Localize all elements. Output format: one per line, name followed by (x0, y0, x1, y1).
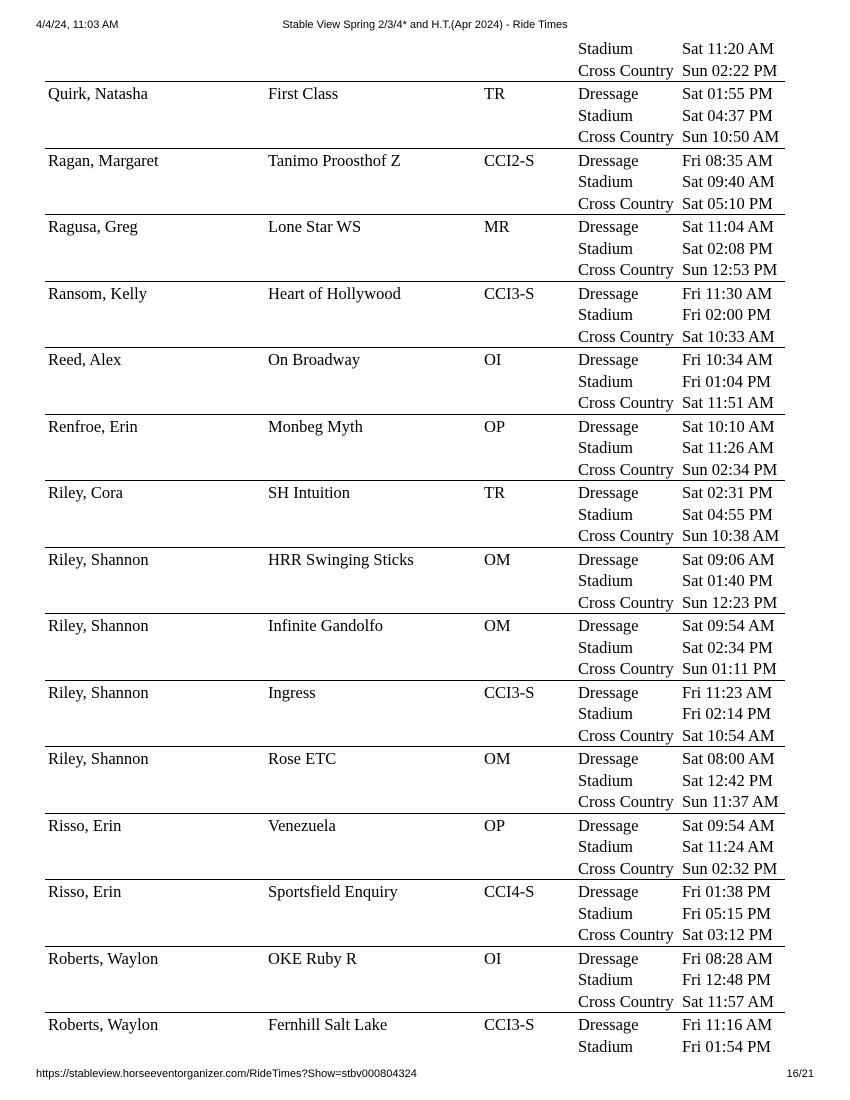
phase-label: Dressage (578, 882, 639, 901)
phase-label: Stadium (578, 504, 634, 524)
horse-name: Lone Star WS (268, 217, 362, 236)
phase-label: Cross Country (578, 659, 674, 679)
phase-label: Stadium (578, 1036, 634, 1056)
phase-label: Cross Country (578, 925, 674, 945)
time-list (682, 549, 777, 614)
time-list (682, 682, 775, 747)
time-list (682, 38, 777, 81)
ride-time: Sat 09:06 AM (682, 549, 775, 569)
time-list (682, 881, 773, 946)
ride-time: Sat 04:55 PM (682, 504, 773, 524)
horse-name: Fernhill Salt Lake (268, 1015, 388, 1034)
phase-label: Cross Country (578, 459, 674, 479)
phase-label: Cross Country (578, 393, 674, 413)
horse-name: Sportsfield Enquiry (268, 882, 398, 901)
phase-label: Dressage (578, 616, 639, 635)
time-list (682, 948, 774, 1013)
division-code: OM (484, 616, 511, 635)
ride-times-table (45, 37, 785, 1079)
division-code: CCI3-S (484, 283, 535, 303)
rider-name: Ragan, Margaret (48, 150, 159, 170)
ride-time: Sat 01:55 PM (682, 84, 773, 103)
ride-time: Sun 12:23 PM (682, 592, 778, 612)
ride-time: Sun 10:50 AM (682, 127, 780, 147)
ride-time: Sun 11:37 AM (682, 792, 779, 812)
phase-list (578, 83, 674, 148)
division-code: CCI4-S (484, 882, 535, 901)
phase-label: Dressage (578, 217, 639, 236)
phase-label: Stadium (578, 837, 634, 857)
entry-row (45, 813, 785, 880)
division-code: CCI3-S (484, 682, 535, 702)
ride-time: Sat 11:24 AM (682, 837, 774, 857)
ride-time: Sat 10:10 AM (682, 416, 775, 436)
page-title: Stable View Spring 2/3/4* and H.T.(Apr 2024) - Ride Times (282, 19, 568, 31)
phase-label: Dressage (578, 283, 639, 303)
horse-name: Tanimo Proosthof Z (268, 150, 401, 170)
phase-label: Stadium (578, 105, 634, 125)
ride-time: Fri 08:28 AM (682, 948, 773, 968)
ride-time: Fri 11:23 AM (682, 682, 773, 702)
ride-time: Sat 02:31 PM (682, 483, 773, 502)
ride-time: Fri 01:54 PM (682, 1036, 771, 1056)
phase-label: Dressage (578, 150, 639, 170)
time-list (682, 349, 774, 414)
phase-label: Cross Country (578, 193, 674, 213)
phase-label: Stadium (578, 770, 634, 790)
ride-time: Sat 10:54 AM (682, 725, 775, 745)
time-list (682, 1014, 772, 1057)
time-list (682, 283, 775, 348)
ride-time: Sun 10:38 AM (682, 526, 780, 546)
phase-label: Cross Country (578, 526, 674, 546)
rider-name: Ransom, Kelly (48, 283, 147, 303)
time-list (682, 482, 779, 547)
ride-time: Sat 11:51 AM (682, 393, 774, 413)
ride-time: Fri 08:35 AM (682, 150, 773, 170)
ride-time: Fri 02:14 PM (682, 704, 771, 724)
phase-label: Stadium (578, 571, 634, 591)
ride-time: Sun 02:34 PM (682, 459, 778, 479)
phase-list (578, 283, 674, 348)
time-list (682, 83, 779, 148)
ride-time: Sat 11:04 AM (682, 217, 774, 236)
phase-label: Stadium (578, 39, 634, 58)
print-datetime: 4/4/24, 11:03 AM (36, 19, 119, 31)
phase-label: Dressage (578, 549, 639, 569)
ride-time: Fri 11:30 AM (682, 283, 773, 303)
phase-list (578, 38, 674, 81)
time-list (682, 815, 777, 880)
horse-name: Heart of Hollywood (268, 283, 401, 303)
phase-label: Stadium (578, 903, 634, 923)
ride-time: Sat 09:54 AM (682, 616, 775, 635)
entry-row (45, 414, 785, 481)
ride-time: Sun 02:22 PM (682, 60, 778, 80)
time-list (682, 748, 779, 813)
horse-name: On Broadway (268, 350, 361, 369)
horse-name: Ingress (268, 682, 316, 702)
rider-name: Riley, Shannon (48, 682, 149, 702)
ride-time: Fri 01:38 PM (682, 882, 771, 901)
ride-time: Sat 11:26 AM (682, 438, 774, 458)
ride-time: Sun 01:11 PM (682, 659, 777, 679)
phase-label: Dressage (578, 84, 639, 103)
ride-time: Fri 12:48 PM (682, 970, 771, 990)
rider-name: Ragusa, Greg (48, 217, 138, 236)
phase-label: Stadium (578, 172, 634, 192)
ride-time: Sat 09:40 AM (682, 172, 775, 192)
ride-time: Sat 11:20 AM (682, 39, 774, 58)
horse-name: Infinite Gandolfo (268, 616, 384, 635)
entry-row (45, 281, 785, 348)
horse-name: HRR Swinging Sticks (268, 549, 414, 569)
entry-row (45, 746, 785, 813)
phase-label: Cross Country (578, 725, 674, 745)
phase-label: Stadium (578, 305, 634, 325)
time-list (682, 150, 775, 215)
rider-name: Risso, Erin (48, 815, 122, 835)
time-list (682, 416, 777, 481)
rider-name: Quirk, Natasha (48, 84, 148, 103)
horse-name: Monbeg Myth (268, 416, 363, 436)
ride-time: Sat 03:12 PM (682, 925, 773, 945)
ride-time: Sat 01:40 PM (682, 571, 773, 591)
phase-list (578, 881, 674, 946)
phase-label: Dressage (578, 948, 639, 968)
phase-label: Stadium (578, 438, 634, 458)
phase-list (578, 948, 674, 1013)
division-code: OI (484, 948, 502, 968)
ride-time: Sat 12:42 PM (682, 770, 773, 790)
horse-name: SH Intuition (268, 483, 351, 502)
horse-name: First Class (268, 84, 339, 103)
division-code: OM (484, 749, 511, 768)
phase-list (578, 549, 674, 614)
rider-name: Riley, Shannon (48, 549, 149, 569)
entry-row (45, 347, 785, 414)
rider-name: Riley, Shannon (48, 749, 149, 768)
phase-label: Cross Country (578, 326, 674, 346)
phase-label: Cross Country (578, 592, 674, 612)
division-code: OP (484, 815, 506, 835)
division-code: OM (484, 549, 511, 569)
entry-row (45, 946, 785, 1013)
phase-label: Cross Country (578, 260, 674, 280)
rider-name: Renfroe, Erin (48, 416, 138, 436)
ride-time: Sat 08:00 AM (682, 749, 775, 768)
phase-label: Cross Country (578, 60, 674, 80)
phase-label: Dressage (578, 815, 639, 835)
time-list (682, 216, 777, 281)
rider-name: Risso, Erin (48, 882, 122, 901)
phase-label: Cross Country (578, 127, 674, 147)
ride-time: Sat 05:10 PM (682, 193, 773, 213)
ride-time: Sun 12:53 PM (682, 260, 778, 280)
ride-time: Fri 11:16 AM (682, 1015, 773, 1034)
horse-name: Venezuela (268, 815, 336, 835)
entry-row (45, 613, 785, 680)
horse-name: OKE Ruby R (268, 948, 357, 968)
entry-row (45, 81, 785, 148)
page-url: https://stableview.horseeventorganizer.com/RideTimes?Show=stbv000804324 (36, 1068, 417, 1080)
entry-row (45, 148, 785, 215)
rider-name: Roberts, Waylon (48, 948, 159, 968)
ride-time: Fri 01:04 PM (682, 371, 771, 391)
entry-row (45, 879, 785, 946)
ride-time: Sat 02:08 PM (682, 238, 773, 258)
phase-label: Stadium (578, 238, 634, 258)
division-code: CCI2-S (484, 150, 535, 170)
phase-label: Cross Country (578, 858, 674, 878)
phase-label: Stadium (578, 970, 634, 990)
phase-label: Dressage (578, 483, 639, 502)
rider-name: Roberts, Waylon (48, 1015, 159, 1034)
entry-row (45, 680, 785, 747)
entry-row (45, 547, 785, 614)
phase-label: Stadium (578, 371, 634, 391)
phase-list (578, 682, 674, 747)
division-code: CCI3-S (484, 1015, 535, 1034)
ride-time: Sat 09:54 AM (682, 815, 775, 835)
ride-time: Sat 10:33 AM (682, 326, 775, 346)
phase-label: Dressage (578, 1015, 639, 1034)
time-list (682, 615, 777, 680)
rider-name: Riley, Shannon (48, 616, 149, 635)
phase-list (578, 615, 674, 680)
phase-list (578, 150, 674, 215)
phase-label: Cross Country (578, 991, 674, 1011)
rider-name: Riley, Cora (48, 483, 123, 502)
phase-label: Dressage (578, 416, 639, 436)
phase-list (578, 216, 674, 281)
rider-name: Reed, Alex (48, 350, 122, 369)
ride-time: Sat 11:57 AM (682, 991, 774, 1011)
phase-list (578, 482, 674, 547)
page-number: 16/21 (786, 1068, 814, 1080)
division-code: OI (484, 350, 502, 369)
horse-name: Rose ETC (268, 749, 337, 768)
phase-label: Stadium (578, 637, 634, 657)
phase-list (578, 1014, 638, 1057)
phase-list (578, 416, 674, 481)
ride-time: Fri 10:34 AM (682, 350, 773, 369)
ride-time: Sun 02:32 PM (682, 858, 778, 878)
division-code: TR (484, 483, 506, 502)
phase-label: Dressage (578, 749, 639, 768)
division-code: TR (484, 84, 506, 103)
phase-label: Dressage (578, 682, 639, 702)
division-code: MR (484, 217, 510, 236)
division-code: OP (484, 416, 506, 436)
entry-row (45, 214, 785, 281)
entry-row (45, 480, 785, 547)
phase-list (578, 748, 674, 813)
phase-label: Stadium (578, 704, 634, 724)
continuation-row (45, 37, 785, 81)
phase-list (578, 349, 674, 414)
phase-list (578, 815, 674, 880)
ride-time: Sat 02:34 PM (682, 637, 773, 657)
phase-label: Cross Country (578, 792, 674, 812)
ride-time: Fri 05:15 PM (682, 903, 771, 923)
ride-time: Sat 04:37 PM (682, 105, 773, 125)
ride-time: Fri 02:00 PM (682, 305, 771, 325)
phase-label: Dressage (578, 350, 639, 369)
